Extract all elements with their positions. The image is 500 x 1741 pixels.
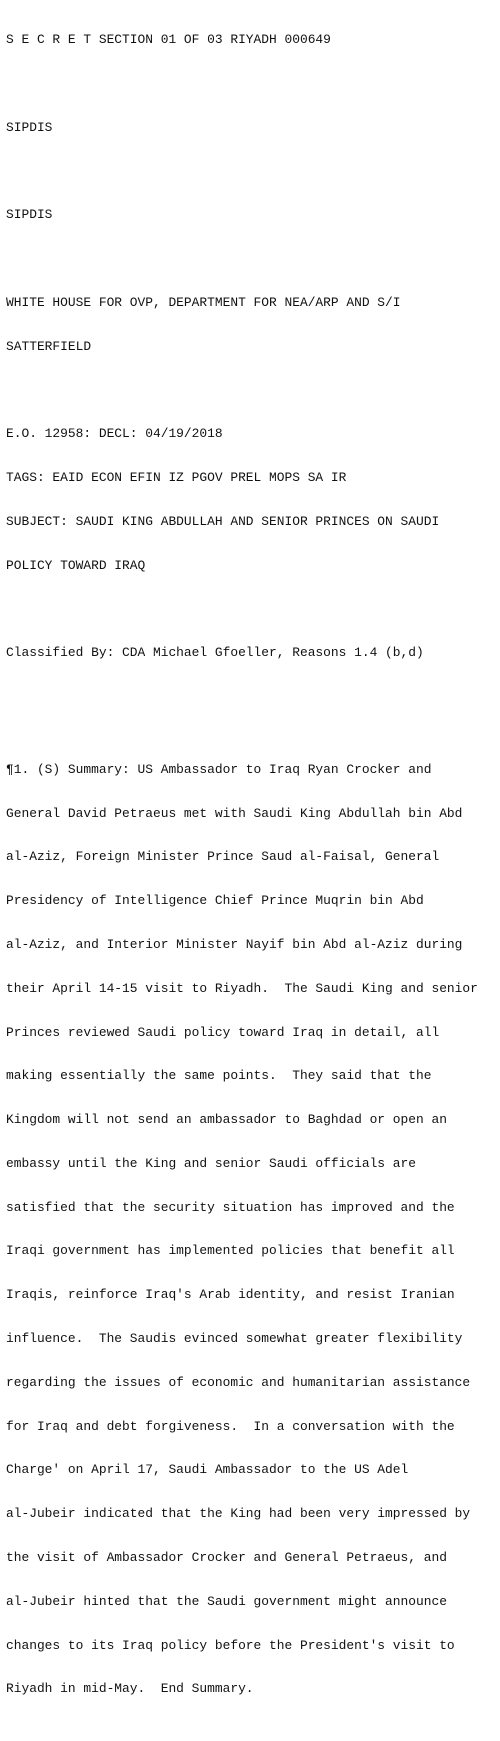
spacer bbox=[6, 77, 494, 92]
paragraph-line: Princes reviewed Saudi policy toward Iraq in detail, all bbox=[6, 1024, 440, 1040]
paragraph-line: making essentially the same points. They said that the bbox=[6, 1068, 432, 1084]
paragraph-line: embassy until the King and senior Saudi officials are bbox=[6, 1155, 416, 1171]
paragraph-line: their April 14-15 visit to Riyadh. The Saudi King and senior bbox=[6, 980, 478, 996]
paragraph-line: Presidency of Intelligence Chief Prince Muqrin bin Abd bbox=[6, 893, 424, 909]
spacer bbox=[6, 602, 494, 617]
paragraph-line: al-Jubeir indicated that the King had been very impressed by bbox=[6, 1506, 471, 1522]
paragraph-line: the visit of Ambassador Crocker and General Petraeus, and bbox=[6, 1549, 447, 1565]
spacer bbox=[6, 690, 494, 705]
paragraph-line: for Iraq and debt forgiveness. In a conversation with the bbox=[6, 1418, 455, 1434]
subject-line: POLICY TOWARD IRAQ bbox=[6, 557, 146, 573]
paragraph-line: Kingdom will not send an ambassador to Baghdad or open an bbox=[6, 1112, 447, 1128]
summary-paragraph bbox=[6, 734, 494, 1726]
spacer bbox=[6, 165, 494, 180]
classification-line: S E C R E T SECTION 01 OF 03 RIYADH 000649 bbox=[6, 32, 331, 48]
paragraph-line: Charge' on April 17, Saudi Ambassador to the US Adel bbox=[6, 1462, 409, 1478]
addressee-line: SATTERFIELD bbox=[6, 338, 92, 354]
spacer bbox=[6, 383, 494, 398]
classified-by-line: Classified By: CDA Michael Gfoeller, Reasons 1.4 (b,d) bbox=[6, 645, 424, 661]
spacer bbox=[6, 252, 494, 267]
paragraph-line: regarding the issues of economic and humanitarian assistance bbox=[6, 1374, 471, 1390]
paragraph-line: Iraqi government has implemented policies that benefit all bbox=[6, 1243, 455, 1259]
paragraph-line: changes to its Iraq policy before the President's visit to bbox=[6, 1637, 455, 1653]
paragraph-line: Riyadh in mid-May. End Summary. bbox=[6, 1681, 254, 1697]
paragraph-line: Iraqis, reinforce Iraq's Arab identity, and resist Iranian bbox=[6, 1287, 455, 1303]
paragraph-line: al-Jubeir hinted that the Saudi government might announce bbox=[6, 1593, 447, 1609]
sipdis-marker: SIPDIS bbox=[6, 207, 53, 223]
paragraph-line: ¶1. (S) Summary: US Ambassador to Iraq Ryan Crocker and bbox=[6, 761, 432, 777]
subject-line: SUBJECT: SAUDI KING ABDULLAH AND SENIOR PRINCES ON SAUDI bbox=[6, 513, 440, 529]
paragraph-line: satisfied that the security situation has improved and the bbox=[6, 1199, 455, 1215]
paragraph-line: influence. The Saudis evinced somewhat greater flexibility bbox=[6, 1331, 463, 1347]
tags-line: TAGS: EAID ECON EFIN IZ PGOV PREL MOPS SA IR bbox=[6, 470, 347, 485]
sipdis-marker: SIPDIS bbox=[6, 119, 53, 135]
paragraph-line: al-Aziz, and Interior Minister Nayif bin Abd al-Aziz during bbox=[6, 937, 463, 952]
eo-declassification-line: E.O. 12958: DECL: 04/19/2018 bbox=[6, 426, 223, 442]
addressee-line: WHITE HOUSE FOR OVP, DEPARTMENT FOR NEA/ARP AND S/I bbox=[6, 294, 401, 310]
paragraph-line: al-Aziz, Foreign Minister Prince Saud al-Faisal, General bbox=[6, 849, 440, 865]
paragraph-line: General David Petraeus met with Saudi King Abdullah bin Abd bbox=[6, 805, 463, 821]
